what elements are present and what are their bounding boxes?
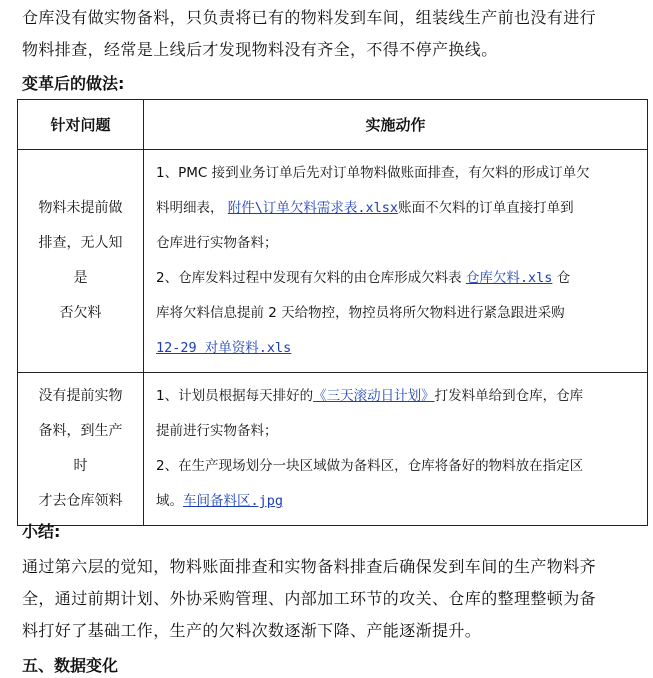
action-text: 账面不欠料的订单直接打单到 bbox=[398, 200, 574, 216]
issue-line: 排查，无人知是 bbox=[38, 235, 123, 286]
action-text: 域。 bbox=[156, 493, 183, 509]
summary-heading: 小结: bbox=[22, 522, 61, 541]
summary-paragraph bbox=[22, 551, 643, 647]
action-text: 1、计划员根据每天排好的 bbox=[156, 388, 314, 404]
intro-paragraph bbox=[22, 2, 643, 66]
action-line: 提前进行实物备料； bbox=[156, 423, 278, 439]
column-header-issue: 针对问题 bbox=[18, 100, 144, 150]
summary-line: 料打好了基础工作，生产的欠料次数逐渐下降、产能逐渐提升。 bbox=[22, 621, 482, 640]
section-5-heading: 五、数据变化 bbox=[22, 656, 119, 675]
issue-cell bbox=[18, 373, 144, 526]
table-row bbox=[18, 373, 648, 526]
action-line bbox=[156, 331, 637, 366]
order-shortage-attachment-link[interactable]: 附件\订单欠料需求表.xlsx bbox=[227, 200, 399, 216]
issue-line: 备料，到生产时 bbox=[38, 423, 123, 474]
issue-line: 没有提前实物 bbox=[38, 388, 123, 404]
column-header-action: 实施动作 bbox=[144, 100, 648, 150]
after-heading: 变革后的做法: bbox=[22, 74, 125, 93]
action-line bbox=[156, 191, 637, 226]
action-line bbox=[156, 484, 637, 519]
action-text: 打发料单给到仓库，仓库 bbox=[434, 388, 584, 404]
action-line: 仓库进行实物备料； bbox=[156, 235, 278, 251]
order-review-data-link[interactable]: 12-29 对单资料.xls bbox=[156, 340, 292, 356]
summary-line: 全，通过前期计划、外协采购管理、内部加工环节的攻关、仓库的整理整顿为备 bbox=[22, 589, 597, 608]
table-row bbox=[18, 150, 648, 373]
action-text: 2、仓库发料过程中发现有欠料的由仓库形成欠料表 bbox=[156, 270, 466, 286]
action-cell bbox=[144, 150, 648, 373]
summary-line: 通过第六层的觉知，物料账面排查和实物备料排查后确保发到车间的生产物料齐 bbox=[22, 557, 597, 576]
intro-line: 物料排查，经常是上线后才发现物料没有齐全，不得不停产换线。 bbox=[22, 40, 498, 59]
issue-line: 才去仓库领料 bbox=[38, 493, 123, 509]
action-line: 2、在生产现场划分一块区域做为备料区，仓库将备好的物料放在指定区 bbox=[156, 458, 584, 474]
action-text: 仓 bbox=[552, 270, 571, 286]
action-text: 料明细表， bbox=[156, 200, 224, 216]
three-day-plan-link[interactable]: 《三天滚动日计划》 bbox=[313, 388, 435, 404]
issue-line: 物料未提前做 bbox=[38, 200, 123, 216]
action-line bbox=[156, 379, 637, 414]
action-line bbox=[156, 261, 637, 296]
issue-cell bbox=[18, 150, 144, 373]
action-cell bbox=[144, 373, 648, 526]
action-line: 库将欠料信息提前 2 天给物控，物控员将所欠物料进行紧急跟进采购 bbox=[156, 305, 565, 321]
workshop-staging-area-link[interactable]: 车间备料区.jpg bbox=[183, 493, 284, 509]
measures-table bbox=[17, 99, 648, 526]
intro-line: 仓库没有做实物备料，只负责将已有的物料发到车间，组装线生产前也没有进行 bbox=[22, 8, 597, 27]
warehouse-shortage-link[interactable]: 仓库欠料.xls bbox=[465, 270, 553, 286]
issue-line: 否欠料 bbox=[59, 305, 102, 321]
action-line: 1、PMC 接到业务订单后先对订单物料做账面排查，有欠料的形成订单欠 bbox=[156, 165, 590, 181]
table-header-row bbox=[18, 100, 648, 150]
